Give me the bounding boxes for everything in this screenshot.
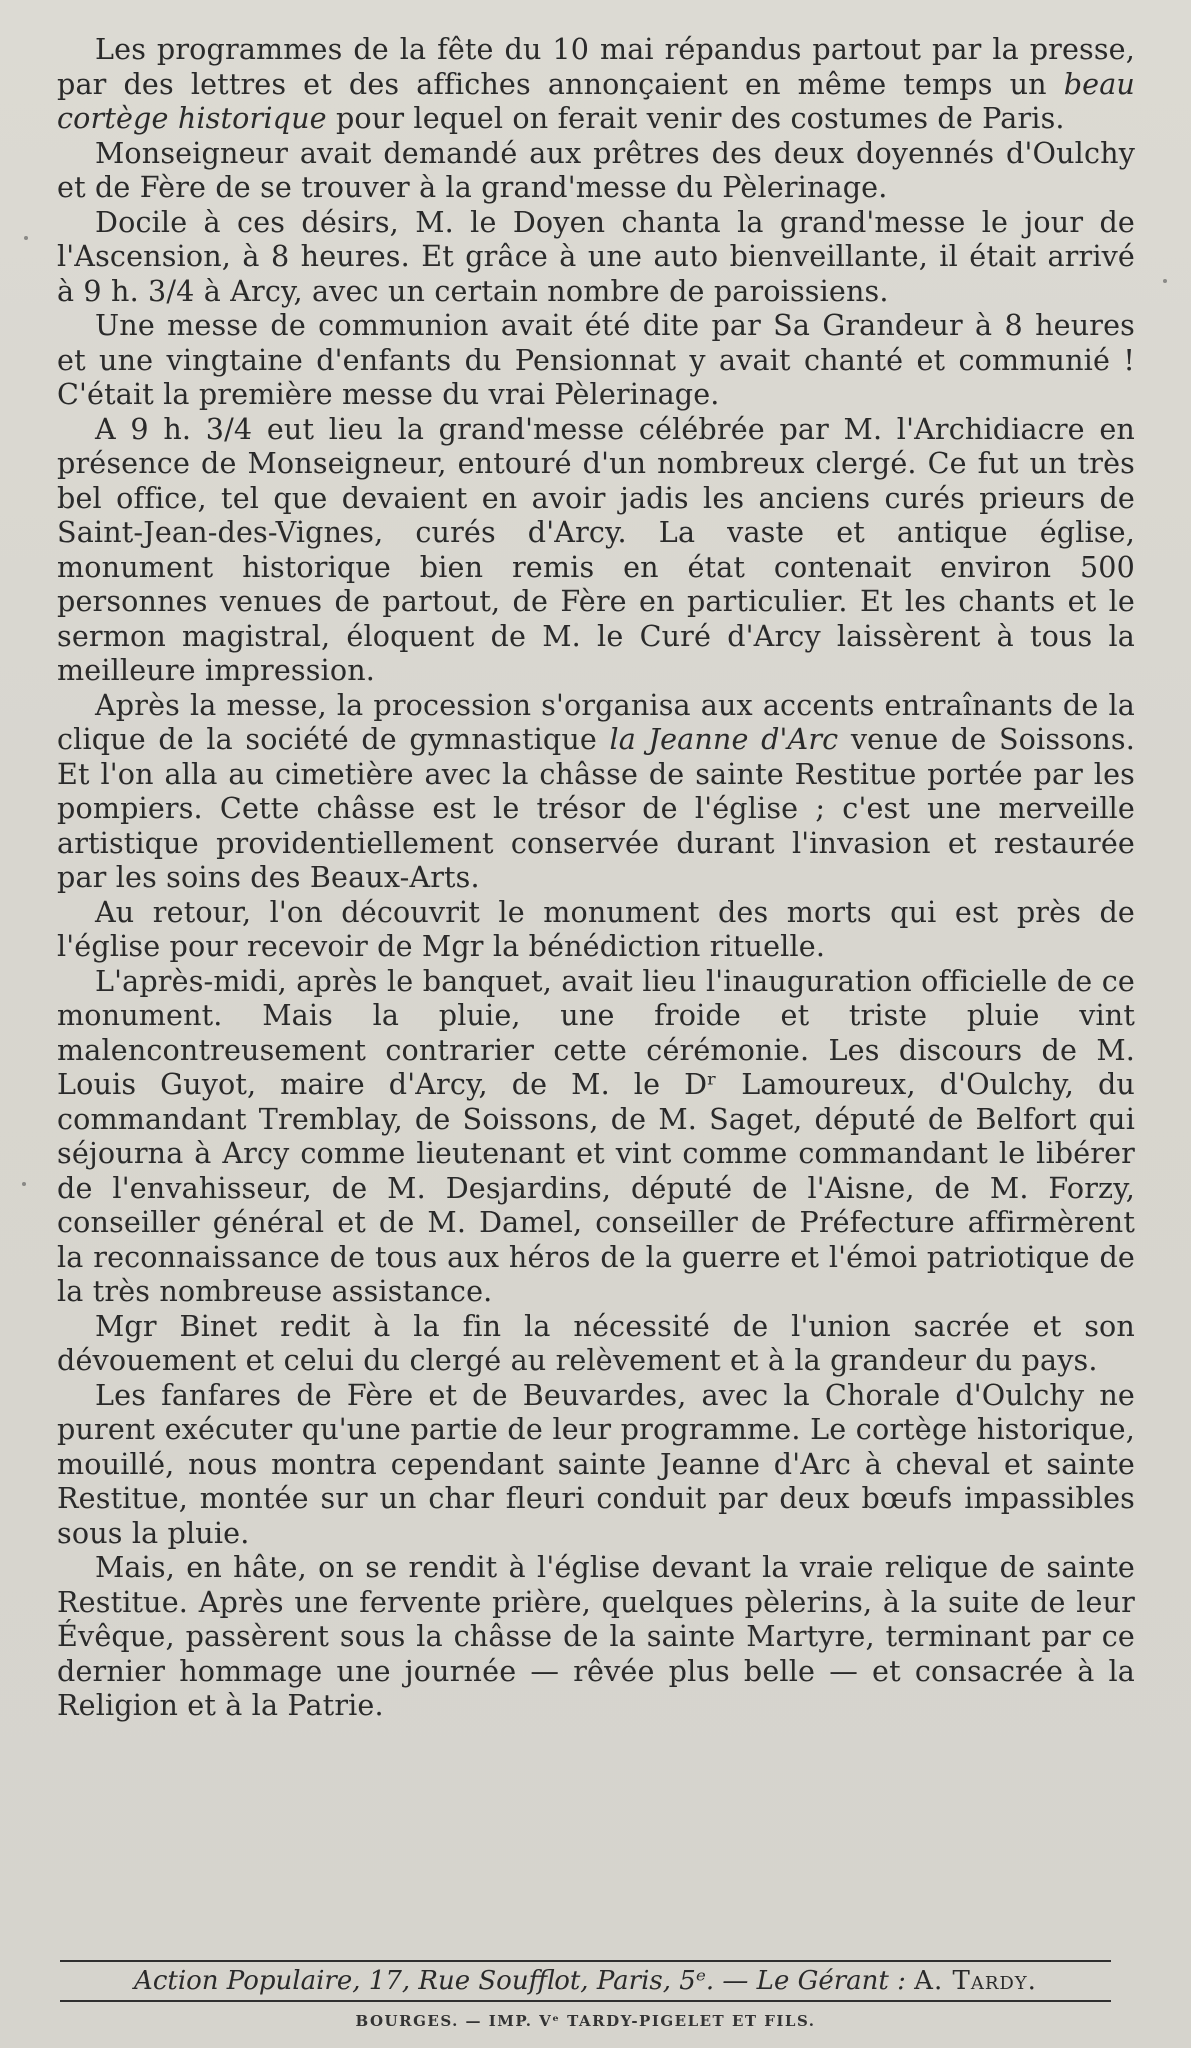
paragraph-10: Les fanfares de Fère et de Beuvardes, avec la Chorale d'Oulchy ne purent exécuter qu'une partie de leur programme. Le cortège historique, mouillé, nous montra cependant sainte Jeanne d'Arc à cheval et sainte Restitue, montée sur un char fleuri conduit par deux bœufs impassibles sous la pluie.: [57, 1377, 1135, 1550]
imprint-text: Action Populaire, 17, Rue Soufflot, Paris, 5ᵉ. — Le Gérant :: [134, 1966, 906, 1996]
paper-speck: [24, 236, 28, 240]
paragraph-7: Au retour, l'on découvrit le monument des morts qui est près de l'église pour recevoir de Mgr la bénédiction rituelle.: [57, 894, 1135, 963]
paragraph-3: Docile à ces désirs, M. le Doyen chanta la grand'messe le jour de l'Ascension, à 8 heures. Et grâce à une auto bienveillante, il était arrivé à 9 h. 3/4 à Arcy, avec un certain nombre de paroissiens.: [57, 204, 1135, 308]
article-body: [57, 32, 1135, 1723]
paragraph-6: Après la messe, la procession s'organisa aux accents entraînants de la clique de la société de gymnastique la Jeanne d'Arc venue de Soissons. Et l'on alla au cimetière avec la châsse de sainte Restitue portée par les pompiers. Cette châsse est le trésor de l'église ; c'est une merveille artistique providentiellement conservée durant l'invasion et restaurée par les soins des Beaux-Arts.: [57, 687, 1135, 894]
footer-rule-bottom: [60, 2000, 1111, 2002]
paragraph-5: A 9 h. 3/4 eut lieu la grand'messe célébrée par M. l'Archidiacre en présence de Monseigneur, entouré d'un nombreux clergé. Ce fut un très bel office, tel que devaient en avoir jadis les anciens curés prieurs de Saint-Jean-des-Vignes, curés d'Arcy. La vaste et antique église, monument historique bien remis en état contenait environ 500 personnes venues de partout, de Fère en particulier. Et les chants et le sermon magistral, éloquent de M. le Curé d'Arcy laissèrent à tous la meilleure impression.: [57, 411, 1135, 687]
printer-line: BOURGES. — IMP. Vᵉ TARDY-PIGELET ET FILS.: [355, 2012, 816, 2030]
paragraph-4: Une messe de communion avait été dite par Sa Grandeur à 8 heures et une vingtaine d'enfants du Pensionnat y avait chanté et communié ! C'était la première messe du vrai Pèlerinage.: [57, 308, 1135, 411]
paragraph-8: L'après-midi, après le banquet, avait lieu l'inauguration officielle de ce monument. Mais la pluie, une froide et triste pluie vint malencontreusement contrarier cette cérémonie. Les discours de M. Louis Guyot, maire d'Arcy, de M. le Dʳ Lamoureux, d'Oulchy, du commandant Tremblay, de Soissons, de M. Saget, député de Belfort qui séjourna à Arcy comme lieutenant et vint comme commandant le libérer de l'envahisseur, de M. Desjardins, député de l'Aisne, de M. Forzy, conseiller général et de M. Damel, conseiller de Préfecture affirmèrent la reconnaissance de tous aux héros de la guerre et l'émoi patriotique de la très nombreuse assistance.: [57, 963, 1135, 1308]
publisher-imprint: [60, 1965, 1111, 1997]
paper-speck: [22, 1182, 26, 1186]
paragraph-2: Monseigneur avait demandé aux prêtres des deux doyennés d'Oulchy et de Fère de se trouver à la grand'messe du Pèlerinage.: [57, 135, 1135, 204]
manager-name: A. Tardy.: [914, 1966, 1037, 1996]
paragraph-9: Mgr Binet redit à la fin la nécessité de l'union sacrée et son dévouement et celui du clergé au relèvement et à la grandeur du pays.: [57, 1308, 1135, 1377]
paragraph-1: Les programmes de la fête du 10 mai répandus partout par la presse, par des lettres et des affiches annonçaient en même temps un beau cortège historique pour lequel on ferait venir des costumes de Paris.: [57, 32, 1135, 135]
footer-rule-top: [60, 1960, 1111, 1962]
paragraph-11: Mais, en hâte, on se rendit à l'église devant la vraie relique de sainte Restitue. Après une fervente prière, quelques pèlerins, à la suite de leur Évêque, passèrent sous la châsse de la sainte Martyre, terminant par ce dernier hommage une journée — rêvée plus belle — et consacrée à la Religion et à la Patrie.: [57, 1550, 1135, 1722]
paper-speck: [1163, 279, 1167, 283]
